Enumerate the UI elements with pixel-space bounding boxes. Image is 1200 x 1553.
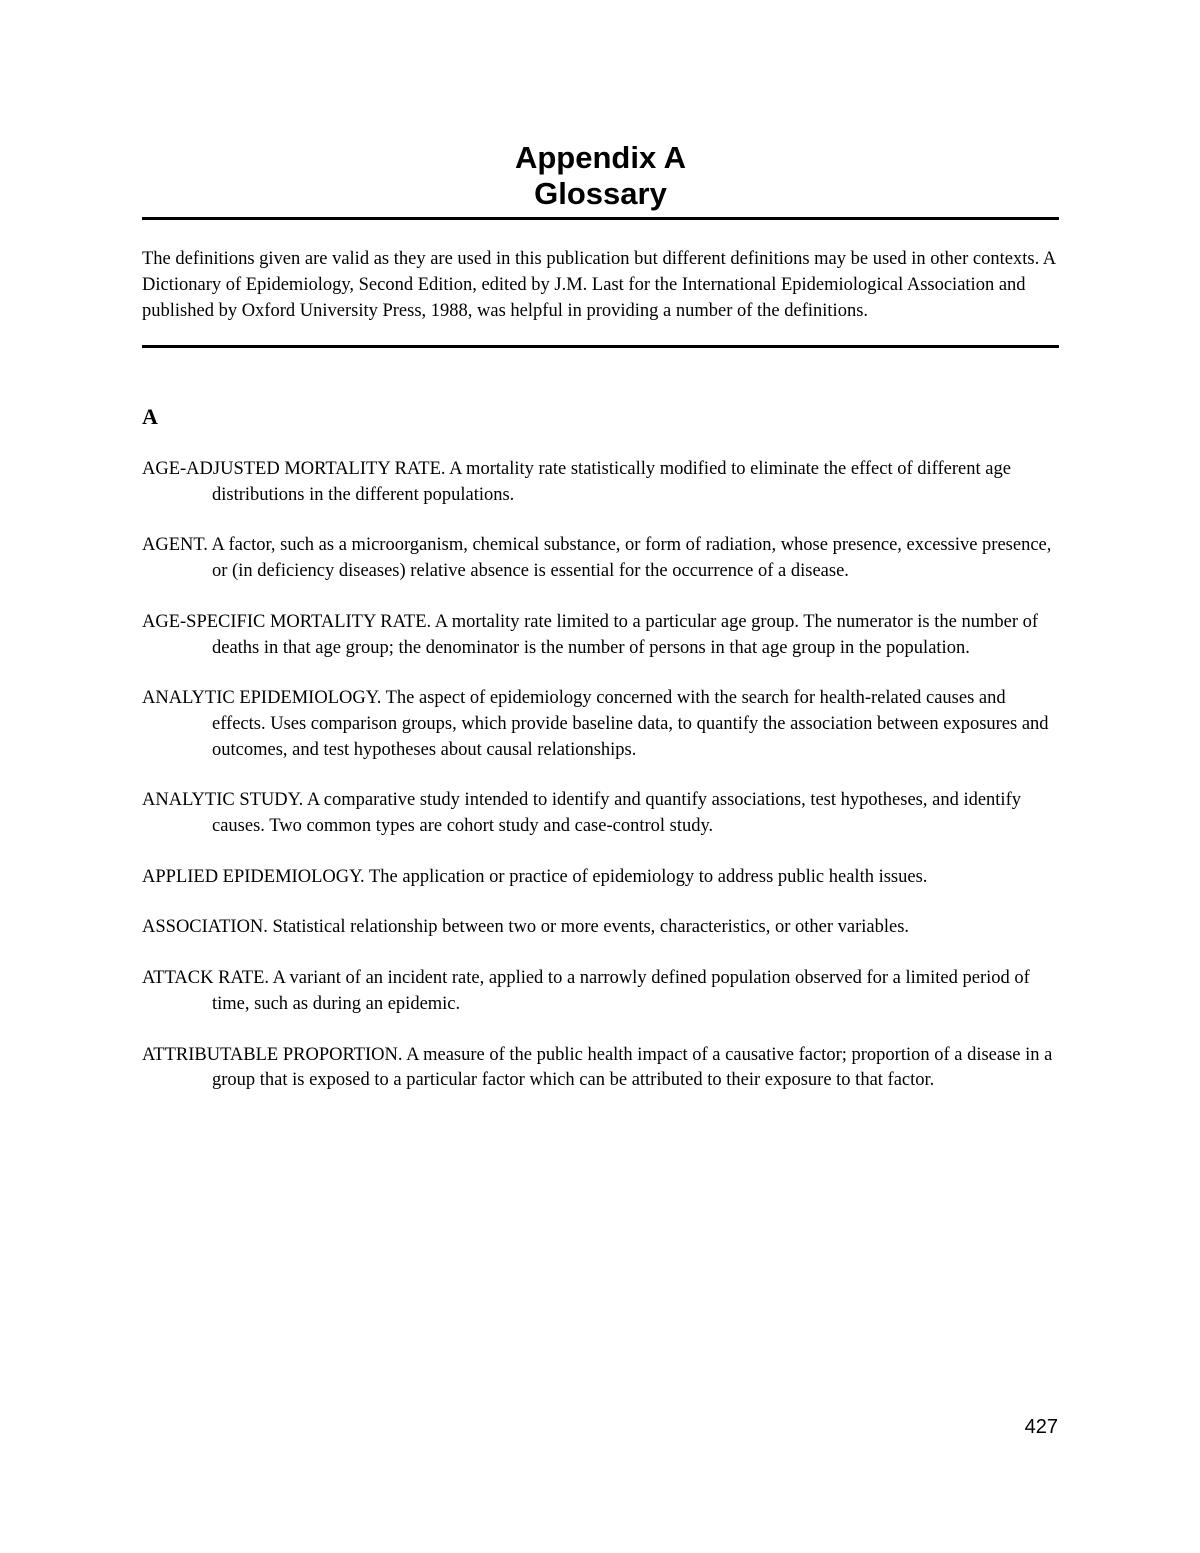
- bottom-divider: [142, 345, 1059, 348]
- glossary-entries: [142, 457, 1059, 1119]
- glossary-entry: ANALYTIC STUDY. A comparative study intended to identify and quantify associations, test hypotheses, and identify causes. Two common types are cohort study and case-control study.: [142, 790, 1021, 837]
- glossary-entry: ATTACK RATE. A variant of an incident rate, applied to a narrowly defined population observed for a limited period of time, such as during an epidemic.: [142, 968, 1030, 1014]
- glossary-entry: ATTRIBUTABLE PROPORTION. A measure of the public health impact of a causative factor; proportion of a disease in a group that is exposed to a particular factor which can be attributed to their exposure to that factor.: [142, 1044, 1053, 1091]
- appendix-title: Appendix A: [514, 140, 687, 175]
- page-number: 427: [1024, 1416, 1058, 1438]
- top-divider: [142, 217, 1059, 220]
- glossary-entry: AGENT. A factor, such as a microorganism, chemical substance, or form of radiation, whose presence, excessive presence, or (in deficiency diseases) relative absence is essential for the occurrence of a disease.: [142, 535, 1052, 582]
- glossary-title: Glossary: [534, 176, 667, 211]
- glossary-entry: AGE-ADJUSTED MORTALITY RATE. A mortality rate statistically modified to eliminate the effect of different age distributions in the different populations.: [142, 459, 1011, 505]
- section-letter-heading: A: [142, 404, 158, 429]
- glossary-entry: ASSOCIATION. Statistical relationship between two or more events, characteristics, or other variables.: [142, 917, 910, 938]
- glossary-entry: ANALYTIC EPIDEMIOLOGY. The aspect of epidemiology concerned with the search for health-related causes and effects. Uses comparison groups, which provide baseline data, to quantify the association between exposures and outcomes, and test hypotheses about causal relationships.: [142, 688, 1049, 760]
- intro-paragraph: The definitions given are valid as they are used in this publication but different definitions may be used in other contexts. A Dictionary of Epidemiology, Second Edition, edited by J.M. Last for the International Epidemiological Association and published by Oxford University Press, 1988, was helpful in providing a number of the definitions.: [142, 249, 1056, 321]
- glossary-entry: AGE-SPECIFIC MORTALITY RATE. A mortality rate limited to a particular age group. The numerator is the number of deaths in that age group; the denominator is the number of persons in that age group in the population.: [142, 611, 1039, 658]
- page-title: [142, 140, 1059, 212]
- glossary-entry: APPLIED EPIDEMIOLOGY. The application or practice of epidemiology to address public health issues.: [142, 866, 928, 887]
